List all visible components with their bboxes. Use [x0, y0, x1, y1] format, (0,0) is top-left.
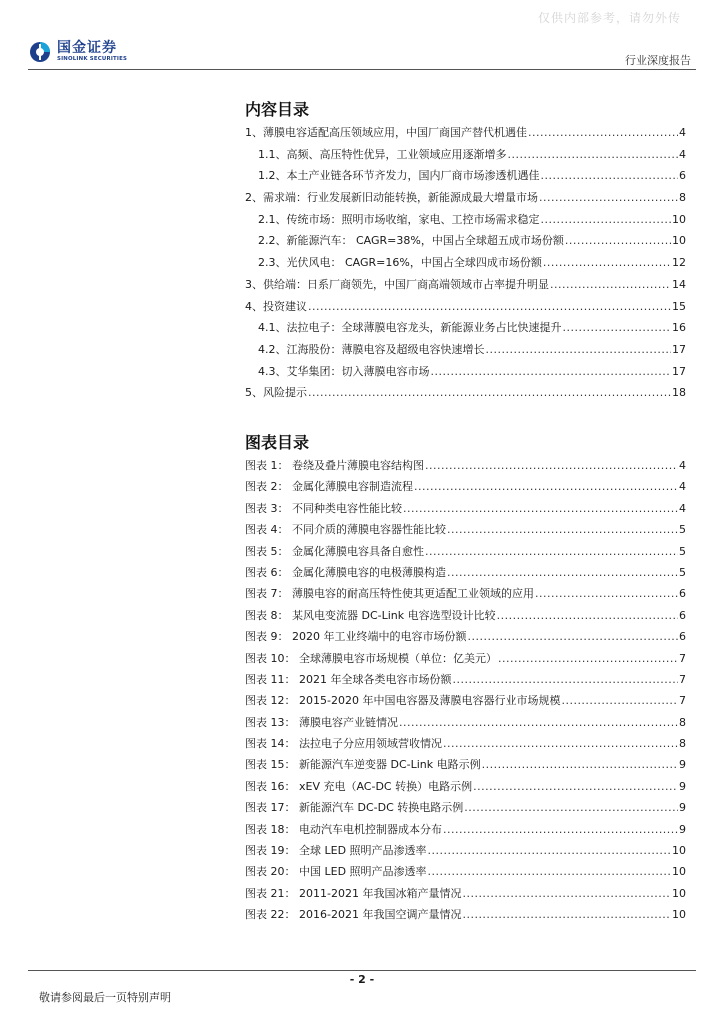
figure-entry[interactable] [245, 842, 686, 863]
dot-leader [498, 652, 678, 665]
dot-leader [467, 630, 678, 643]
entry-page-number: 10 [672, 844, 686, 858]
figure-entry[interactable] [245, 821, 686, 842]
logo-name-cn: 国金证券 [57, 40, 117, 57]
dot-leader [447, 523, 678, 536]
entry-label: 2、需求端：行业发展新旧动能转换，新能源成最大增量市场 [245, 191, 538, 205]
dot-leader [497, 609, 678, 622]
figure-entry[interactable] [245, 478, 686, 499]
toc-entry[interactable] [245, 211, 686, 233]
dot-leader [425, 459, 678, 472]
entry-label: 图表 18： 电动汽车电机控制器成本分布 [245, 822, 442, 836]
entry-page-number: 6 [679, 587, 686, 601]
toc-entry[interactable] [245, 232, 686, 254]
entry-label: 图表 6： 金属化薄膜电容的电极薄膜构造 [245, 565, 446, 579]
dot-leader [414, 480, 678, 493]
entry-label: 4、投资建议 [245, 299, 307, 313]
dot-leader [543, 256, 671, 269]
figure-entry[interactable] [245, 778, 686, 799]
figure-entry[interactable] [245, 521, 686, 542]
entry-label: 4.3、艾华集团：切入薄膜电容市场 [258, 364, 430, 378]
entry-label: 图表 15： 新能源汽车逆变器 DC-Link 电路示例 [245, 758, 481, 772]
entry-label: 图表 21： 2011-2021 年我国冰箱产量情况 [245, 886, 462, 900]
dot-leader [541, 213, 672, 226]
dot-leader [447, 566, 678, 579]
figure-entry[interactable] [245, 756, 686, 777]
entry-page-number: 4 [679, 147, 686, 161]
entry-page-number: 18 [672, 386, 686, 400]
entry-page-number: 7 [679, 651, 686, 665]
logo-name-en: SINOLINK SECURITIES [57, 56, 128, 63]
contents-list [245, 124, 686, 406]
toc-entry[interactable] [245, 319, 686, 341]
toc-entry[interactable] [245, 298, 686, 320]
figure-entry[interactable] [245, 500, 686, 521]
dot-leader [399, 716, 678, 729]
dot-leader [528, 126, 678, 139]
entry-page-number: 6 [679, 630, 686, 644]
dot-leader [482, 758, 678, 771]
entry-label: 图表 5： 金属化薄膜电容具备自愈性 [245, 544, 424, 558]
entry-page-number: 8 [679, 715, 686, 729]
entry-label: 1、薄膜电容适配高压领域应用，中国厂商国产替代机遇佳 [245, 126, 527, 139]
entry-page-number: 10 [672, 886, 686, 900]
figure-entry[interactable] [245, 628, 686, 649]
logo-mark-icon [29, 41, 51, 63]
entry-label: 图表 1： 卷绕及叠片薄膜电容结构图 [245, 459, 424, 472]
entry-page-number: 16 [672, 321, 686, 335]
entry-page-number: 6 [679, 608, 686, 622]
toc-entry[interactable] [245, 276, 686, 298]
entry-page-number: 17 [672, 364, 686, 378]
entry-label: 图表 19： 全球 LED 照明产品渗透率 [245, 844, 427, 858]
toc-entry[interactable] [245, 189, 686, 211]
figures-title: 图表目录 [245, 433, 310, 452]
entry-page-number: 17 [672, 342, 686, 356]
entry-label: 图表 20： 中国 LED 照明产品渗透率 [245, 865, 427, 879]
entry-label: 1.2、本土产业链各环节齐发力，国内厂商市场渗透机遇佳 [258, 169, 540, 183]
toc-entry[interactable] [245, 341, 686, 363]
figure-entry[interactable] [245, 607, 686, 628]
footer-divider [28, 970, 696, 971]
entry-label: 图表 12： 2015-2020 年中国电容器及薄膜电容器行业市场规模 [245, 694, 561, 708]
report-type-label: 行业深度报告 [625, 54, 691, 67]
entry-label: 4.2、江海股份：薄膜电容及超级电容快速增长 [258, 342, 485, 356]
entry-page-number: 4 [679, 480, 686, 494]
entry-label: 图表 22： 2016-2021 年我国空调产量情况 [245, 908, 462, 922]
entry-page-number: 10 [672, 234, 686, 248]
dot-leader [308, 300, 671, 313]
dot-leader [473, 780, 678, 793]
entry-label: 1.1、高频、高压特性优异，工业领域应用逐渐增多 [258, 147, 507, 161]
entry-label: 图表 8： 某风电变流器 DC-Link 电容选型设计比较 [245, 608, 496, 622]
watermark-text: 仅供内部参考，请勿外传 [538, 11, 682, 25]
entry-page-number: 9 [679, 801, 686, 815]
dot-leader [443, 737, 678, 750]
entry-page-number: 5 [679, 523, 686, 537]
toc-entry[interactable] [245, 384, 686, 406]
entry-page-number: 6 [679, 169, 686, 183]
entry-label: 图表 17： 新能源汽车 DC-DC 转换电路示例 [245, 801, 464, 815]
dot-leader [443, 823, 678, 836]
entry-page-number: 10 [672, 908, 686, 922]
entry-page-number: 15 [672, 299, 686, 313]
toc-entry[interactable] [245, 167, 686, 189]
entry-page-number: 7 [679, 672, 686, 686]
dot-leader [565, 234, 671, 247]
dot-leader [464, 801, 678, 814]
dot-leader [308, 386, 671, 399]
dot-leader [403, 502, 678, 515]
entry-label: 图表 3： 不同种类电容性能比较 [245, 501, 402, 515]
entry-label: 图表 9： 2020 年工业终端中的电容市场份额 [245, 630, 467, 644]
entry-label: 图表 16： xEV 充电（AC-DC 转换）电路示例 [245, 779, 473, 793]
entry-page-number: 4 [679, 126, 686, 139]
entry-label: 2.2、新能源汽车： CAGR=38%，中国占全球超五成市场份额 [258, 234, 564, 248]
dot-leader [535, 587, 678, 600]
figure-entry[interactable] [245, 714, 686, 735]
dot-leader [425, 545, 678, 558]
figure-entry[interactable] [245, 543, 686, 564]
entry-page-number: 8 [679, 737, 686, 751]
entry-label: 图表 2： 金属化薄膜电容制造流程 [245, 480, 413, 494]
entry-label: 图表 7： 薄膜电容的耐高压特性使其更适配工业领域的应用 [245, 587, 534, 601]
entry-page-number: 7 [679, 694, 686, 708]
entry-label: 图表 11： 2021 年全球各类电容市场份额 [245, 672, 452, 686]
entry-page-number: 4 [679, 459, 686, 472]
entry-page-number: 8 [679, 191, 686, 205]
page-number: - 2 - [349, 973, 375, 986]
figure-entry[interactable] [245, 906, 686, 927]
toc-entry[interactable] [245, 146, 686, 168]
entry-label: 5、风险提示 [245, 386, 307, 400]
figure-entry[interactable] [245, 885, 686, 906]
dot-leader [452, 673, 678, 686]
entry-page-number: 14 [672, 277, 686, 291]
entry-page-number: 5 [679, 565, 686, 579]
figure-entry[interactable] [245, 650, 686, 671]
entry-page-number: 9 [679, 822, 686, 836]
dot-leader [539, 191, 678, 204]
entry-label: 2.3、光伏风电： CAGR=16%，中国占全球四成市场份额 [258, 256, 542, 270]
entry-page-number: 5 [679, 544, 686, 558]
figure-entry[interactable] [245, 457, 686, 478]
dot-leader [541, 169, 679, 182]
entry-label: 图表 4： 不同介质的薄膜电容器性能比较 [245, 523, 446, 537]
figure-entry[interactable] [245, 692, 686, 713]
contents-title: 内容目录 [245, 100, 310, 119]
entry-page-number: 10 [672, 212, 686, 226]
entry-page-number: 12 [672, 256, 686, 270]
toc-entry[interactable] [245, 363, 686, 385]
dot-leader [550, 278, 671, 291]
dot-leader [508, 148, 679, 161]
dot-leader [428, 865, 671, 878]
figure-entry[interactable] [245, 863, 686, 884]
disclaimer-text: 敬请参阅最后一页特别声明 [39, 991, 171, 1004]
entry-page-number: 9 [679, 779, 686, 793]
entry-label: 图表 10： 全球薄膜电容市场规模（单位：亿美元） [245, 651, 497, 665]
entry-page-number: 4 [679, 501, 686, 515]
figures-list [245, 457, 686, 928]
dot-leader [486, 343, 672, 356]
entry-label: 图表 14： 法拉电子分应用领域营收情况 [245, 737, 442, 751]
dot-leader [431, 365, 672, 378]
entry-page-number: 9 [679, 758, 686, 772]
figure-entry[interactable] [245, 671, 686, 692]
entry-label: 3、供给端：日系厂商领先，中国厂商高端领域市占率提升明显 [245, 277, 549, 291]
figure-entry[interactable] [245, 735, 686, 756]
figure-entry[interactable] [245, 585, 686, 606]
entry-label: 4.1、法拉电子：全球薄膜电容龙头，新能源业务占比快速提升 [258, 321, 562, 335]
company-logo [29, 41, 127, 63]
figure-entry[interactable] [245, 799, 686, 820]
header-divider [28, 69, 696, 70]
dot-leader [462, 887, 671, 900]
dot-leader [462, 908, 671, 921]
dot-leader [428, 844, 671, 857]
dot-leader [561, 694, 678, 707]
toc-entry[interactable] [245, 254, 686, 276]
dot-leader [563, 321, 672, 334]
figure-entry[interactable] [245, 564, 686, 585]
entry-page-number: 10 [672, 865, 686, 879]
toc-entry[interactable] [245, 124, 686, 146]
entry-label: 2.1、传统市场：照明市场收缩，家电、工控市场需求稳定 [258, 212, 540, 226]
entry-label: 图表 13： 薄膜电容产业链情况 [245, 715, 398, 729]
